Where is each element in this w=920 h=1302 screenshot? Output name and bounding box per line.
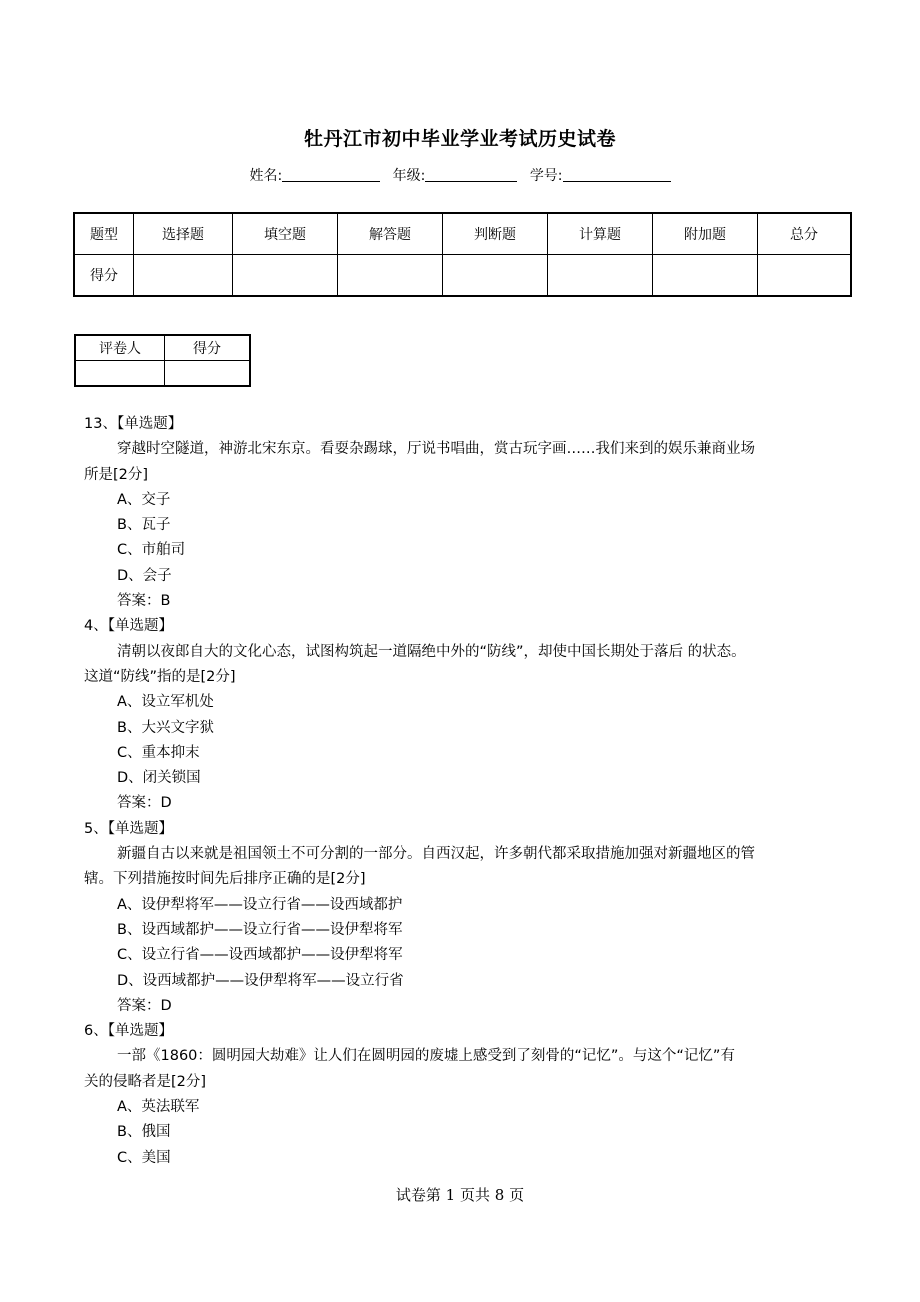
- grader-table: [74, 334, 251, 387]
- question-stem-line: 清朝以夜郎自大的文化心态，试图构筑起一道隔绝中外的“防线”，却使中国长期处于落后 的状态。: [117, 643, 746, 660]
- question-stem-line: 这道“防线”指的是[2分]: [84, 668, 236, 685]
- option-b: B、瓦子: [117, 517, 171, 534]
- score-table-score-row: [74, 255, 851, 297]
- option-d: D、会子: [117, 567, 172, 584]
- question-6: [84, 1019, 844, 1171]
- id-label: 学号:: [529, 168, 563, 184]
- answer: 答案：D: [117, 997, 172, 1014]
- question-stem-line: 辖。下列措施按时间先后排序正确的是[2分]: [84, 871, 366, 888]
- answer: 答案：B: [117, 593, 171, 610]
- question-4: [84, 614, 844, 816]
- score-header-cell: 题型: [74, 213, 134, 255]
- student-info-line: [0, 165, 920, 185]
- option-c: C、市舶司: [117, 542, 186, 559]
- grader-header-cell: 得分: [165, 335, 251, 361]
- grader-cell: [165, 361, 251, 387]
- option-a: A、英法联军: [117, 1099, 200, 1116]
- name-blank: [282, 167, 380, 182]
- page-footer: 试卷第 1 页共 8 页: [395, 1186, 525, 1204]
- score-row-label: 得分: [74, 255, 134, 297]
- score-cell: [233, 255, 338, 297]
- option-b: B、设西域都护——设立行省——设伊犁将军: [117, 921, 403, 938]
- score-header-cell: 解答题: [338, 213, 443, 255]
- grader-score-row: [75, 361, 250, 387]
- score-cell: [758, 255, 852, 297]
- exam-title: 牡丹江市初中毕业学业考试历史试卷: [303, 128, 616, 150]
- question-head: 4、【单选题】: [84, 618, 173, 635]
- question-5: [84, 817, 844, 1019]
- option-c: C、重本抑末: [117, 744, 200, 761]
- score-cell: [338, 255, 443, 297]
- score-cell: [548, 255, 653, 297]
- grader-header-cell: 评卷人: [75, 335, 165, 361]
- score-header-cell: 计算题: [548, 213, 653, 255]
- score-header-cell: 总分: [758, 213, 852, 255]
- question-stem-line: 关的侵略者是[2分]: [84, 1073, 207, 1090]
- grade-blank: [425, 167, 517, 182]
- option-a: A、交子: [117, 491, 171, 508]
- grader-header-row: [75, 335, 250, 361]
- id-blank: [563, 167, 671, 182]
- option-b: B、大兴文字狱: [117, 719, 214, 736]
- question-head: 13、【单选题】: [84, 416, 183, 432]
- question-head: 6、【单选题】: [84, 1023, 173, 1040]
- score-cell: [443, 255, 548, 297]
- question-head: 5、【单选题】: [84, 820, 173, 837]
- question-stem-line: 新疆自古以来就是祖国领土不可分割的一部分。自西汉起，许多朝代都采取措施加强对新疆地区的管: [117, 846, 755, 863]
- score-cell: [134, 255, 233, 297]
- score-table-header-row: [74, 213, 851, 255]
- score-header-cell: 判断题: [443, 213, 548, 255]
- score-header-cell: 附加题: [653, 213, 758, 255]
- grade-label: 年级:: [392, 168, 426, 184]
- option-d: D、闭关锁国: [117, 770, 201, 787]
- score-header-cell: 填空题: [233, 213, 338, 255]
- answer: 答案：D: [117, 795, 172, 812]
- question-list: [84, 412, 844, 1171]
- question-stem-line: 所是[2分]: [84, 466, 149, 483]
- option-a: A、设伊犁将军——设立行省——设西域都护: [117, 896, 403, 913]
- score-header-cell: 选择题: [134, 213, 233, 255]
- option-c: C、美国: [117, 1149, 171, 1166]
- name-label: 姓名:: [249, 168, 283, 184]
- grader-cell: [75, 361, 165, 387]
- question-stem-line: 穿越时空隧道，神游北宋东京。看耍杂踢球，厅说书唱曲，赏古玩字画……我们来到的娱乐兼商业场: [117, 441, 755, 458]
- option-b: B、俄国: [117, 1124, 171, 1141]
- option-c: C、设立行省——设西域都护——设伊犁将军: [117, 947, 403, 964]
- score-table: [73, 212, 852, 297]
- option-a: A、设立军机处: [117, 694, 214, 711]
- option-d: D、设西域都护——设伊犁将军——设立行省: [117, 972, 404, 989]
- score-cell: [653, 255, 758, 297]
- question-stem-line: 一部《1860：圆明园大劫难》让人们在圆明园的废墟上感受到了刻骨的“记忆”。与这个“记忆”有: [117, 1048, 735, 1065]
- question-13: [84, 412, 844, 614]
